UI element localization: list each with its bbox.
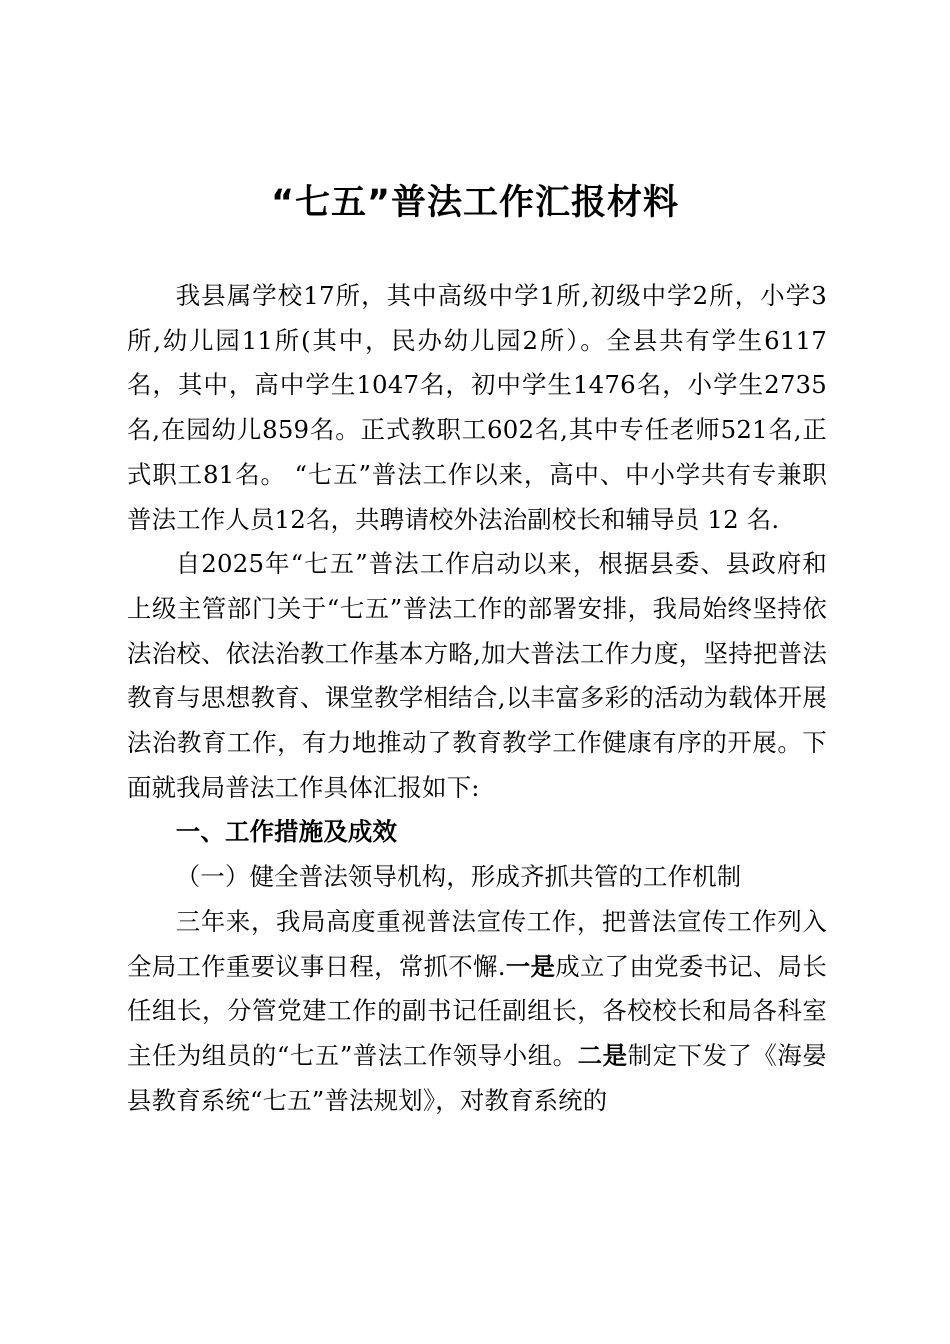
paragraph-leadership-text-a: 三年来，我局高度重视普法宣传工作，把普法宣传工作列入全局工作重要议事日程，常抓不懈. <box>127 906 827 981</box>
document-title: “七五”普法工作汇报材料 <box>270 183 679 223</box>
section-heading-measures: 一、工作措施及成效 <box>175 817 398 847</box>
subsection-heading-leadership: （一）健全普法领导机构，形成齐抓共管的工作机制 <box>175 862 742 892</box>
paragraph-leadership-text-b: 成立了由党委书记、局长任组长，分管党建工作的副书记任副组长，各校校长和局各科室主任为组员的“七五”普法工作领导小组。 <box>127 951 827 1070</box>
paragraph-school-statistics: 我县属学校17所，其中高级中学1所,初级中学2所，小学3所,幼儿园11所(其中，民办幼儿园2所）。全县共有学生6117名，其中，高中学生1047名，初中学生1476名，小学生2735名,在园幼儿859名。正式教职工602名,其中专任老师521名,正式职工81名。 “七五”普法工作以来，高中、中小学共有专兼职普法工作人员12名，共聘请校外法治副校长和辅导员 12 名. <box>127 281 827 534</box>
paragraph-leadership-text-c: 制定下发了《海晏县教育系统“七五”普法规划》，对教育系统的 <box>127 1040 827 1115</box>
document-body <box>127 274 827 1123</box>
paragraph-introduction: 自2025年“七五”普法工作启动以来，根据县委、县政府和上级主管部门关于“七五”普法工作的部署安排，我局始终坚持依法治校、依法治教工作基本方略,加大普法工作力度，坚持把普法教育与思想教育、课堂教学相结合,以丰富多彩的活动为载体开展法治教育工作，有力地推动了教育教学工作健康有序的开展。下面就我局普法工作具体汇报如下: <box>127 549 827 802</box>
paragraph-leadership-bold-a: 一是 <box>505 951 556 981</box>
paragraph-leadership <box>127 900 827 1124</box>
paragraph-leadership-bold-b: 二是 <box>577 1040 628 1070</box>
